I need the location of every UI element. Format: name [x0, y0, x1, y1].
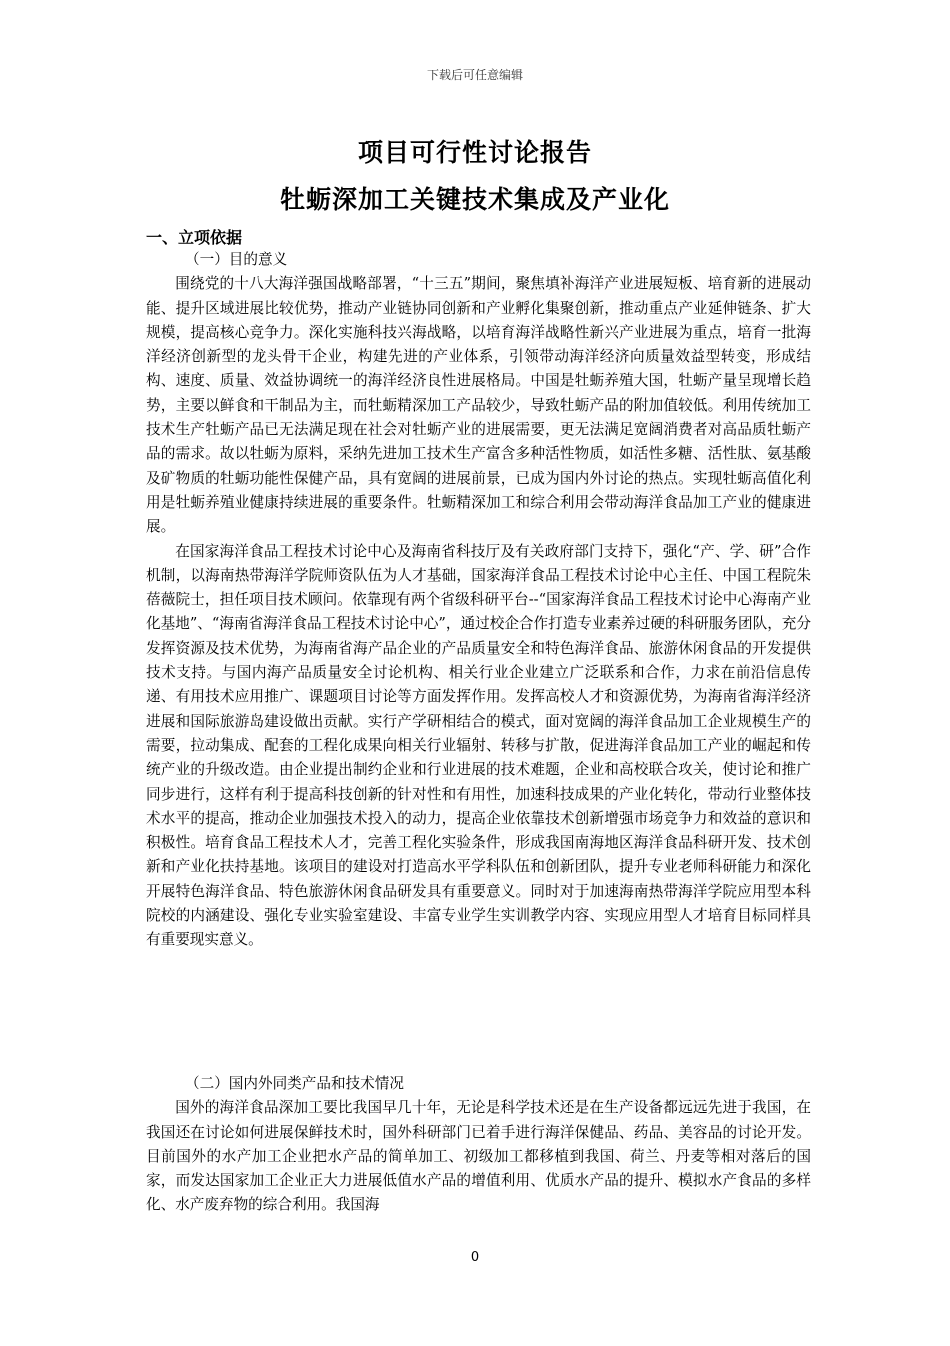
subsection-heading: （二）国内外同类产品和技术情况 — [185, 1075, 404, 1092]
document-title: 项目可行性讨论报告 — [357, 138, 592, 167]
paragraph: 国外的海洋食品深加工要比我国早几十年，无论是科学技术还是在生产设备都远远先进于我国，在我国还在讨论如何进展保鲜技术时，国外科研部门已着手进行海洋保健品、药品、美容品的讨论开发。目前国外的水产加工企业把水产品的简单加工、初级加工都移植到我国、荷兰、丹麦等相对落后的国家，而发达国家加工企业正大力进展低值水产品的增值利用、优质水产品的提升、模拟水产食品的多样化、水产废弃物的综合利用。我国海 — [146, 1099, 811, 1214]
page-number: 0 — [470, 1250, 480, 1265]
paragraph: 在国家海洋食品工程技术讨论中心及海南省科技厅及有关政府部门支持下，强化“产、学、研”合作机制，以海南热带海洋学院师资队伍为人才基础，国家海洋食品工程技术讨论中心主任、中国工程院朱蓓薇院士，担任项目技术顾问。依靠现有两个省级科研平台--“国家海洋食品工程技术讨论中心海南产业化基地”、“海南省海洋食品工程技术讨论中心”，通过校企合作打造专业素养过硬的科研服务团队，充分发挥资源及技术优势，为海南省海产品企业的产品质量安全和特色海洋食品、旅游休闲食品的开发提供技术支持。与国内海产品质量安全讨论机构、相关行业企业建立广泛联系和合作，力求在前沿信息传递、有用技术应用推广、课题项目讨论等方面发挥作用。发挥高校人才和资源优势，为海南省海洋经济进展和国际旅游岛建设做出贡献。实行产学研相结合的模式，面对宽阔的海洋食品加工企业规模生产的需要，拉动集成、配套的工程化成果向相关行业辐射、转移与扩散，促进海洋食品加工产业的崛起和传统产业的升级改造。由企业提出制约企业和行业进展的技术难题，企业和高校联合攻关，使讨论和推广同步进行，这样有利于提高科技创新的针对性和有用性，加速科技成果的产业化转化，带动行业整体技术水平的提高，推动企业加强技术投入的动力，提高企业依靠技术创新增强市场竞争力和效益的意识和积极性。培育食品工程技术人才，完善工程化实验条件，形成我国南海地区海洋食品科研开发、技术创新和产业化扶持基地。该项目的建设对打造高水平学科队伍和创新团队，提升专业老师科研能力和深化开展特色海洋食品、特色旅游休闲食品研发具有重要意义。同时对于加速海南热带海洋学院应用型本科院校的内涵建设、强化专业实验室建设、丰富专业学生实训教学内容、实现应用型人才培育目标同样具有重要现实意义。 — [146, 542, 811, 949]
section-body-2 — [146, 1072, 811, 1218]
page-header: 下载后可任意编辑 — [426, 68, 523, 82]
section-heading: 一、立项依据 — [146, 228, 243, 247]
section-body-1 — [146, 248, 811, 953]
paragraph: 围绕党的十八大海洋强国战略部署，“十三五”期间，聚焦填补海洋产业进展短板、培育新的进展动能、提升区域进展比较优势，推动产业链协同创新和产业孵化集聚创新，推动重点产业延伸链条、扩大规模，提高核心竞争力。深化实施科技兴海战略，以培育海洋战略性新兴产业进展为重点，培育一批海洋经济创新型的龙头骨干企业，构建先进的产业体系，引领带动海洋经济向质量效益型转变，形成结构、速度、质量、效益协调统一的海洋经济良性进展格局。中国是牡蛎养殖大国，牡蛎产量呈现增长趋势，主要以鲜食和干制品为主，而牡蛎精深加工产品较少，导致牡蛎产品的附加值较低。利用传统加工技术生产牡蛎产品已无法满足现在社会对牡蛎产业的进展需要，更无法满足宽阔消费者对高品质牡蛎产品的需求。故以牡蛎为原料，采纳先进加工技术生产富含多种活性物质，如活性多糖、活性肽、氨基酸及矿物质的牡蛎功能性保健产品，具有宽阔的进展前景，已成为国内外讨论的热点。实现牡蛎高值化利用是牡蛎养殖业健康持续进展的重要条件。牡蛎精深加工和综合利用会带动海洋食品加工产业的健康进展。 — [146, 275, 811, 536]
project-title: 牡蛎深加工关键技术集成及产业化 — [279, 185, 670, 214]
subsection-heading: （一）目的意义 — [185, 251, 288, 268]
